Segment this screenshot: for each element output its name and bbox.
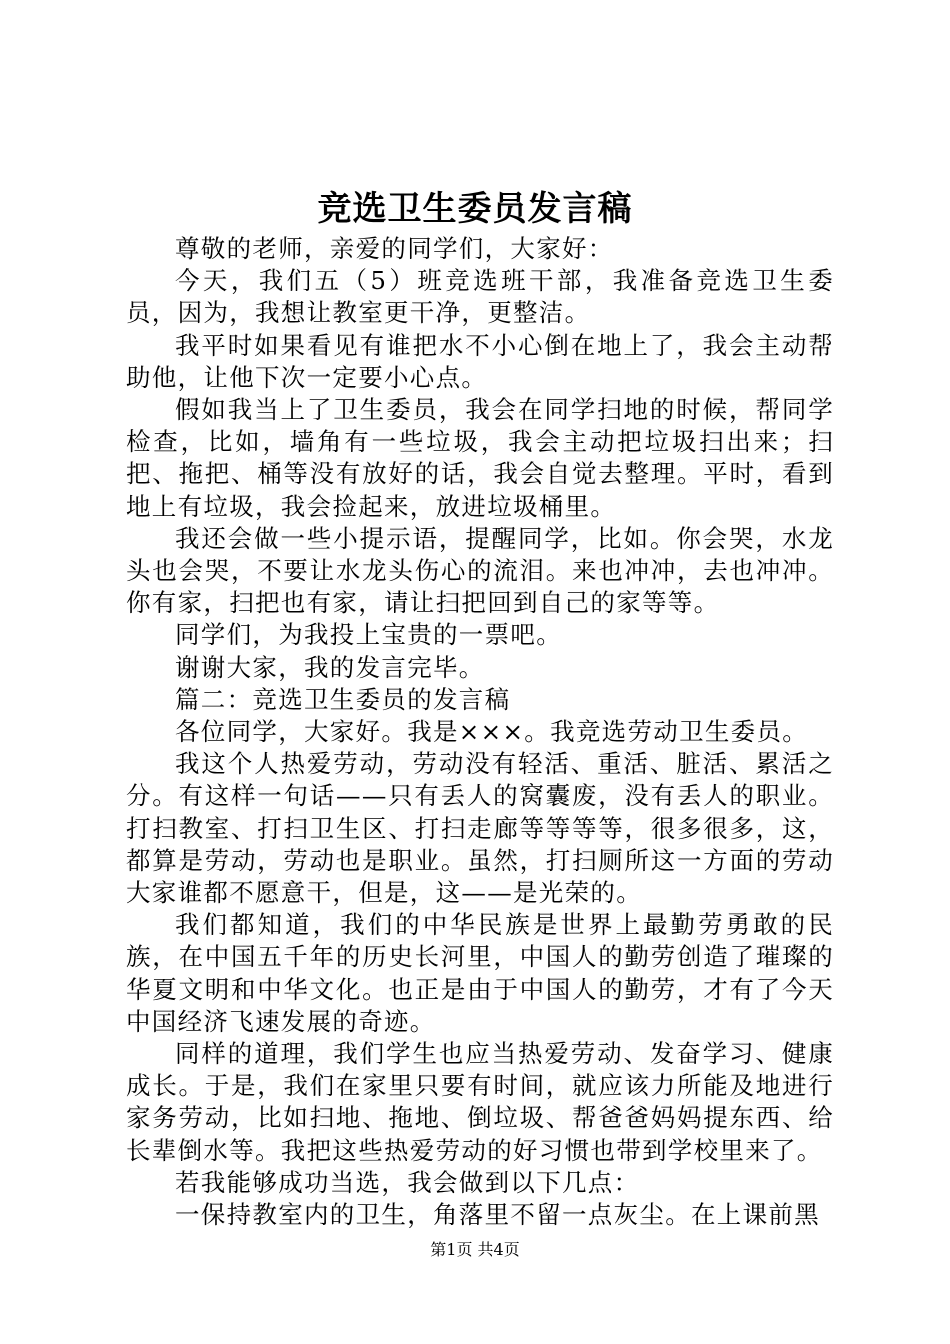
paragraph: 同样的道理，我们学生也应当热爱劳动、发奋学习、健康成长。于是，我们在家里只要有时间，就应该力所能及地进行家务劳动，比如扫地、拖地、倒垃圾、帮爸爸妈妈提东西、给长辈倒水等。我把这些热爱劳动的好习惯也带到学校里来了。 [126, 1039, 834, 1165]
document-body [126, 233, 834, 1231]
paragraph: 假如我当上了卫生委员，我会在同学扫地的时候，帮同学检查，比如，墙角有一些垃圾，我会主动把垃圾扫出来；扫把、拖把、桶等没有放好的话，我会自觉去整理。平时，看到地上有垃圾，我会捡起来，放进垃圾桶里。 [126, 395, 834, 521]
paragraph: 同学们，为我投上宝贵的一票吧。 [175, 620, 562, 650]
paragraph: 各位同学，大家好。我是×××。我竞选劳动卫生委员。 [175, 717, 809, 747]
paragraph-greeting: 尊敬的老师，亲爱的同学们，大家好： [175, 234, 614, 263]
paragraph: 我还会做一些小提示语，提醒同学，比如。你会哭，水龙头也会哭，不要让水龙头伤心的流泪。来也冲冲，去也冲冲。你有家，扫把也有家，请让扫把回到自己的家等等。 [126, 523, 834, 618]
paragraph: 我们都知道，我们的中华民族是世界上最勤劳勇敢的民族，在中国五千年的历史长河里，中国人的勤劳创造了璀璨的华夏文明和中华文化。也正是由于中国人的勤劳，才有了今天中国经济飞速发展的奇迹。 [126, 910, 834, 1036]
section-heading: 篇二：竞选卫生委员的发言稿 [175, 684, 511, 714]
document-title: 竞选卫生委员发言稿 [317, 189, 633, 229]
paragraph: 一保持教室内的卫生，角落里不留一点灰尘。在上课前黑 [175, 1200, 820, 1230]
page-footer: 第1页 共4页 [430, 1240, 520, 1259]
paragraph: 我这个人热爱劳动，劳动没有轻活、重活、脏活、累活之分。有这样一句话——只有丢人的窝囊废，没有丢人的职业。打扫教室、打扫卫生区、打扫走廊等等等等，很多很多，这，都算是劳动，劳动也是职业。虽然，打扫厕所这一方面的劳动大家谁都不愿意干，但是，这——是光荣的。 [126, 749, 834, 908]
paragraph: 谢谢大家，我的发言完毕。 [175, 652, 485, 682]
paragraph: 今天，我们五（5）班竞选班干部，我准备竞选卫生委员，因为，我想让教室更干净，更整洁。 [126, 266, 834, 328]
paragraph: 我平时如果看见有谁把水不小心倒在地上了，我会主动帮助他，让他下次一定要小心点。 [126, 330, 834, 392]
paragraph: 若我能够成功当选，我会做到以下几点： [175, 1167, 640, 1197]
